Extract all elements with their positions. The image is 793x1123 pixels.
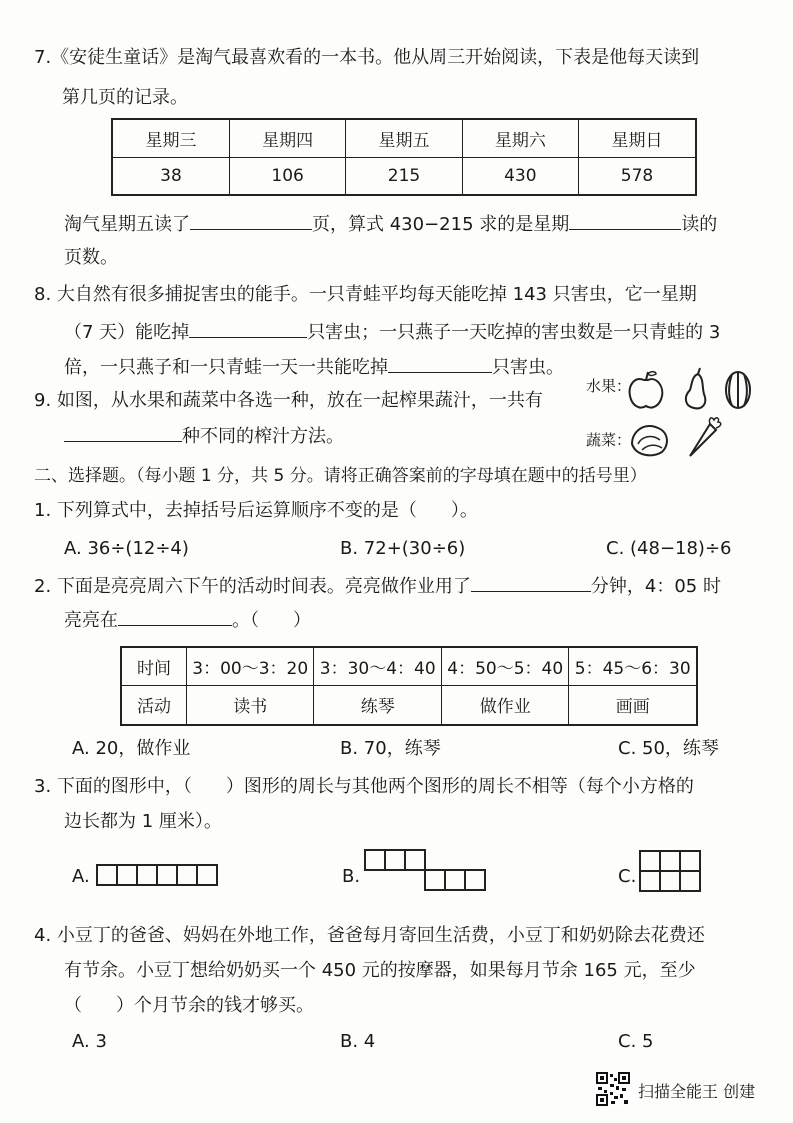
- schedule-cell: 活动: [121, 685, 187, 725]
- q7-text: 页，算式 430−215 求的是星期: [312, 214, 570, 235]
- c4-text: ）个月节余的钱才够买。: [116, 995, 314, 1016]
- q8-text: 只害虫；一只燕子一天吃掉的害虫数是一只青蛙的 3: [307, 322, 721, 343]
- q7-line2: 第几页的记录。: [62, 87, 188, 108]
- schedule-cell: 3：30～4：40: [314, 647, 441, 685]
- schedule-cell: 读书: [187, 685, 314, 725]
- c3-option-b: B.: [342, 866, 361, 887]
- c3-line2: 边长都为 1 厘米）。: [64, 811, 222, 832]
- answer-blank[interactable]: [569, 211, 681, 230]
- c2-schedule-table: [120, 646, 698, 726]
- q7-line4: 页数。: [64, 247, 118, 268]
- watermelon-icon: [726, 372, 750, 408]
- answer-blank[interactable]: [189, 319, 307, 338]
- grid-square: [444, 869, 466, 891]
- vegetable-icons: [628, 414, 728, 460]
- apple-icon: [630, 372, 663, 408]
- grid-square: [96, 864, 118, 886]
- q8-line3: [64, 354, 564, 380]
- c2-text: ）: [293, 610, 311, 631]
- qr-code-icon: [596, 1072, 630, 1106]
- q7-value: 38: [112, 157, 229, 195]
- q8-text: （7 天）能吃掉: [64, 322, 190, 343]
- schedule-cell: 练琴: [314, 685, 441, 725]
- schedule-cell: 做作业: [441, 685, 568, 725]
- c3-line1: [34, 775, 694, 799]
- c2-text: 。（: [232, 610, 259, 631]
- q8-text: 倍，一只燕子和一只青蛙一天一共能吃掉: [64, 357, 388, 378]
- schedule-cell: 3：00～3：20: [187, 647, 314, 685]
- q7-text: 淘气星期五读了: [64, 214, 190, 235]
- q7-value: 215: [346, 157, 462, 195]
- q9-text: 种不同的榨汁方法。: [182, 426, 344, 447]
- c2-text: 亮亮在: [64, 610, 118, 631]
- grid-square: [659, 870, 681, 892]
- c2-text: 2. 下面是亮亮周六下午的活动时间表。亮亮做作业用了: [34, 576, 471, 597]
- answer-blank[interactable]: [118, 607, 232, 626]
- q7-header: 星期四: [229, 119, 345, 157]
- c1-stem: [34, 499, 478, 523]
- grid-square: [136, 864, 158, 886]
- cabbage-icon: [632, 426, 667, 455]
- q9-line1: 9. 如图，从水果和蔬菜中各选一种，放在一起榨果蔬汁，一共有: [34, 390, 543, 411]
- c4-line2: 有节余。小豆丁想给奶奶买一个 450 元的按摩器，如果每月节余 165 元，至少: [64, 960, 696, 981]
- q7-header: 星期五: [346, 119, 462, 157]
- c4-option-c: C. 5: [618, 1031, 654, 1052]
- grid-square: [464, 869, 486, 891]
- grid-square: [176, 864, 198, 886]
- c2-line1: [34, 573, 721, 599]
- fruit-label: 水果：: [586, 377, 632, 395]
- section2-title: 二、选择题。（每小题 1 分，共 5 分。请将正确答案前的字母填在题中的括号里）: [34, 466, 647, 486]
- grid-square: [424, 869, 446, 891]
- c2-option-b: B. 70，练琴: [340, 738, 441, 759]
- answer-blank[interactable]: [471, 573, 591, 592]
- q9-line2: [64, 423, 344, 449]
- q7-header: 星期六: [462, 119, 578, 157]
- c4-text: （: [64, 995, 82, 1016]
- fruit-icons: [626, 366, 766, 412]
- veg-label: 蔬菜：: [586, 431, 632, 449]
- q8-line2: [64, 319, 720, 345]
- c4-line3: [64, 994, 314, 1018]
- c1-option-c: C. (48−18)÷6: [606, 538, 732, 559]
- q7-value: 578: [579, 157, 697, 195]
- grid-square: [639, 850, 661, 872]
- c2-line2: [64, 607, 311, 633]
- grid-square: [679, 850, 701, 872]
- q7-value: 106: [229, 157, 345, 195]
- grid-square: [639, 870, 661, 892]
- q7-header: 星期三: [112, 119, 229, 157]
- c2-option-c: C. 50，练琴: [618, 738, 719, 759]
- grid-square: [384, 849, 406, 871]
- grid-square: [404, 849, 426, 871]
- c1-option-a: A. 36÷(12÷4): [64, 538, 189, 559]
- grid-square: [196, 864, 218, 886]
- c3-option-a: A.: [72, 866, 90, 887]
- c1-text: ）。: [450, 500, 478, 521]
- c4-option-a: A. 3: [72, 1031, 107, 1052]
- c1-option-b: B. 72+(30÷6): [340, 538, 466, 559]
- q7-line3: [64, 211, 717, 237]
- c1-text: 1. 下列算式中，去掉括号后运算顺序不变的是（: [34, 500, 417, 521]
- grid-square: [659, 850, 681, 872]
- carrot-icon: [690, 418, 721, 456]
- grid-square: [116, 864, 138, 886]
- c3-option-c: C.: [618, 866, 637, 887]
- q7-table: [111, 118, 697, 196]
- footer-text: 扫描全能王 创建: [638, 1082, 756, 1101]
- q8-line1: 8. 大自然有很多捕捉害虫的能手。一只青蛙平均每天能吃掉 143 只害虫，它一星期: [34, 284, 697, 305]
- grid-square: [364, 849, 386, 871]
- answer-blank[interactable]: [64, 423, 182, 442]
- grid-square: [156, 864, 178, 886]
- answer-blank[interactable]: [388, 354, 492, 373]
- q7-header: 星期日: [579, 119, 697, 157]
- q7-value: 430: [462, 157, 578, 195]
- c2-option-a: A. 20，做作业: [72, 738, 191, 759]
- schedule-cell: 画画: [569, 685, 697, 725]
- c4-option-b: B. 4: [340, 1031, 376, 1052]
- c4-line1: 4. 小豆丁的爸爸、妈妈在外地工作，爸爸每月寄回生活费，小豆丁和奶奶除去花费还: [34, 925, 705, 946]
- schedule-cell: 5：45～6：30: [569, 647, 697, 685]
- c3-text: ）图形的周长与其他两个图形的周长不相等（每个小方格的: [225, 776, 694, 797]
- schedule-cell: 4：50～5：40: [441, 647, 568, 685]
- q7-text: 读的: [681, 214, 718, 235]
- answer-blank[interactable]: [190, 211, 312, 230]
- q7-line1: 7.《安徒生童话》是淘气最喜欢看的一本书。他从周三开始阅读，下表是他每天读到: [34, 47, 700, 68]
- grid-square: [679, 870, 701, 892]
- schedule-cell: 时间: [121, 647, 187, 685]
- pear-icon: [686, 368, 705, 408]
- q8-text: 只害虫。: [492, 357, 564, 378]
- c2-text: 分钟，4：05 时: [590, 576, 721, 597]
- c3-text: 3. 下面的图形中，（: [34, 776, 192, 797]
